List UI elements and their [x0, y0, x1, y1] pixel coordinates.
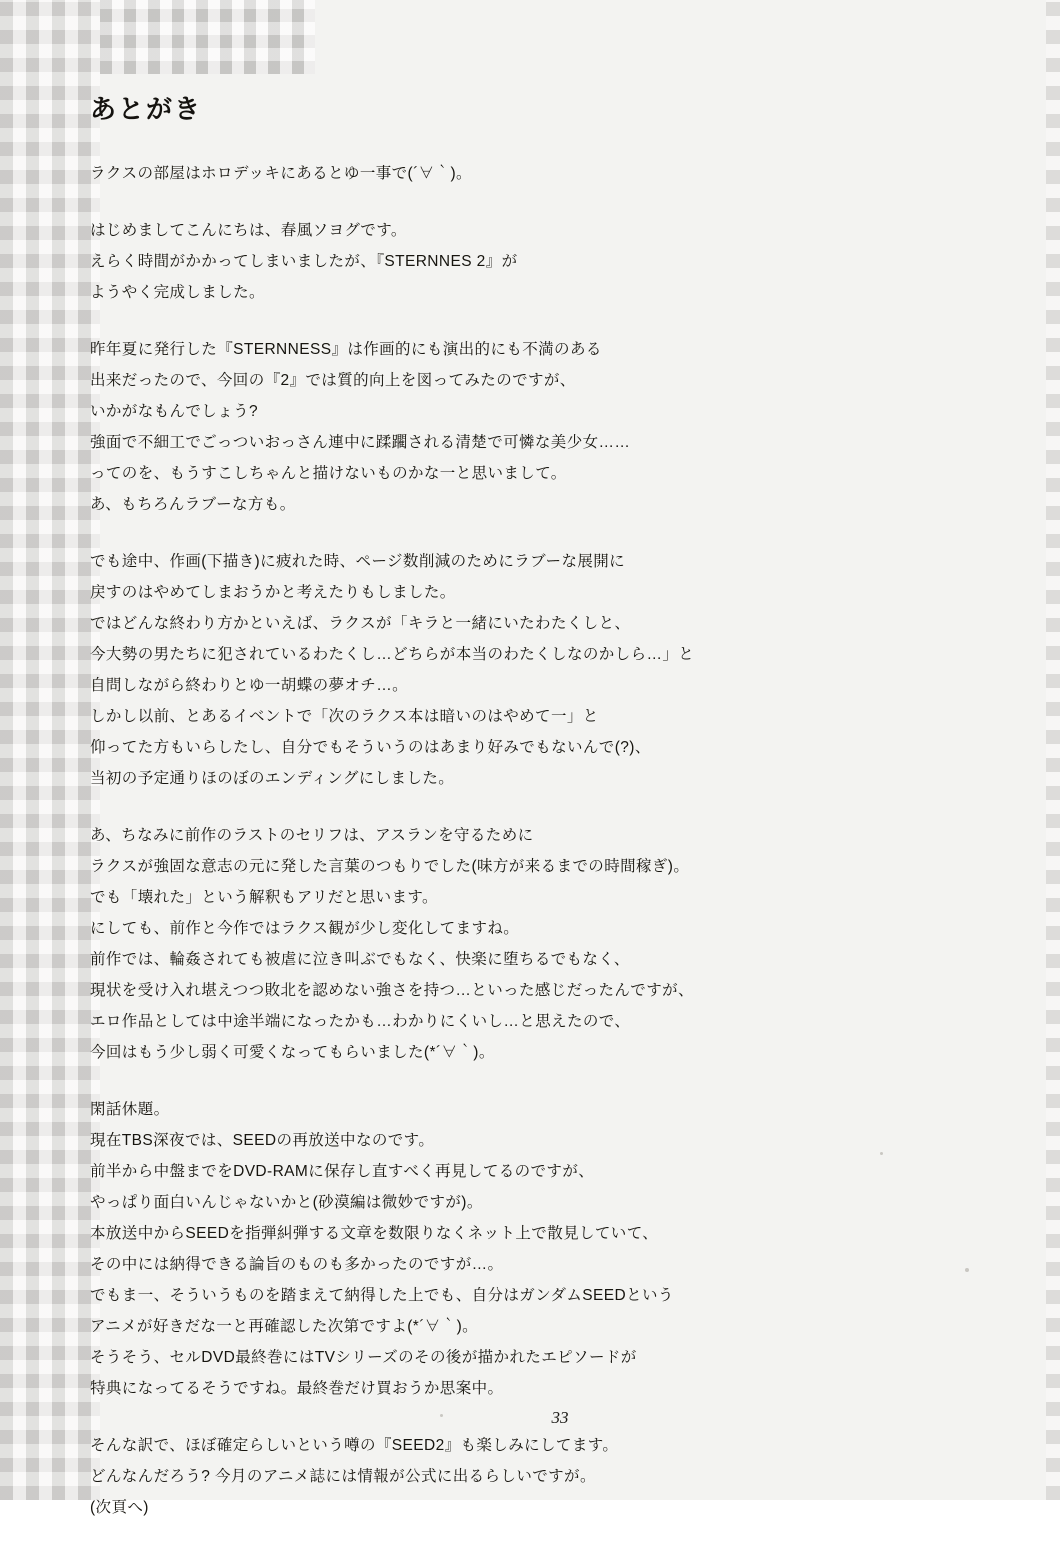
scan-speck [965, 1268, 969, 1272]
text-line: ラクスの部屋はホロデッキにあるとゆ一事で(´∀｀)。 [90, 164, 472, 182]
text-line: 当初の予定通りほのぼのエンディングにしました。 [90, 769, 455, 787]
text-line: ではどんな終わり方かといえば、ラクスが「キラと一緒にいたわたくしと、 [90, 614, 631, 632]
text-line: (次頁へ) [90, 1498, 149, 1516]
paragraph-greeting [90, 215, 950, 308]
text-line: あ、ちなみに前作のラストのセリフは、アスランを守るために [90, 826, 534, 844]
text-line: でも途中、作画(下描き)に疲れた時、ページ数削減のためにラブーな展開に [90, 552, 626, 570]
page-title: あとがき [90, 94, 203, 124]
paragraph-previous-work [90, 334, 950, 520]
text-line: 強面で不細工でごっついおっさん連中に蹂躙される清楚で可憐な美少女…… [90, 433, 631, 451]
text-line: いかがなもんでしょう? [90, 402, 259, 420]
text-line: どんなんだろう? 今月のアニメ誌には情報が公式に出るらしいですが。 [90, 1467, 596, 1485]
text-line: 現状を受け入れ堪えつつ敗北を認めない強さを持つ…といった感じだったんですが、 [90, 981, 694, 999]
paragraph-ending-choice [90, 546, 950, 794]
page-number: 33 [551, 1408, 569, 1427]
text-line: あ、もちろんラブーな方も。 [90, 495, 296, 513]
text-line: でもま一、そういうものを踏まえて納得した上でも、自分はガンダムSEEDという [90, 1286, 674, 1304]
text-line: 今大勢の男たちに犯されているわたくし…どちらが本当のわたくしなのかしら…」と [90, 645, 695, 663]
text-line: 現在TBS深夜では、SEEDの再放送中なのです。 [90, 1131, 435, 1149]
text-line: 戻すのはやめてしまおうかと考えたりもしました。 [90, 583, 456, 601]
text-line: はじめましてこんにちは、春風ソヨグです。 [90, 221, 407, 239]
afterword-content [90, 95, 950, 1549]
text-line: 特典になってるそうですね。最終巻だけ買おうか思案中。 [90, 1379, 504, 1397]
text-line: そうそう、セルDVD最終巻にはTVシリーズのその後が描かれたエピソードが [90, 1348, 637, 1366]
text-line: でも「壊れた」という解釈もアリだと思います。 [90, 888, 438, 906]
text-line: そんな訳で、ほぼ確定らしいという噂の『SEED2』も楽しみにしてます。 [90, 1436, 619, 1454]
text-line: ラクスが強固な意志の元に発した言葉のつもりでした(味方が来るまでの時間稼ぎ)。 [90, 857, 690, 875]
text-line: アニメが好きだな一と再確認した次第ですよ(*´∀｀)。 [90, 1317, 479, 1335]
text-line: 昨年夏に発行した『STERNNESS』は作画的にも演出的にも不満のある [90, 340, 602, 358]
text-line: 閑話休題。 [90, 1100, 170, 1118]
paragraph-seed2-anticipation [90, 1430, 950, 1523]
text-line: 自問しながら終わりとゆ一胡蝶の夢オチ…。 [90, 676, 409, 694]
text-line: やっぱり面白いんじゃないかと(砂漠編は微妙ですが)。 [90, 1193, 483, 1211]
text-line: エロ作品としては中途半端になったかも…わかりにくいし…と思えたので、 [90, 1012, 631, 1030]
text-line: 前作では、輪姦されても被虐に泣き叫ぶでもなく、快楽に堕ちるでもなく、 [90, 950, 630, 968]
text-line: 仰ってた方もいらしたし、自分でもそういうのはあまり好みでもないんで(?)、 [90, 738, 651, 756]
paragraph-last-line-explanation [90, 820, 950, 1068]
text-line: その中には納得できる論旨のものも多かったのですが…。 [90, 1255, 504, 1273]
text-line: 今回はもう少し弱く可愛くなってもらいました(*´∀｀)。 [90, 1043, 495, 1061]
text-line: 本放送中からSEEDを指弾糾弾する文章を数限りなくネット上で散見していて、 [90, 1224, 659, 1242]
text-line: ってのを、もうすこしちゃんと描けないものかな一と思いまして。 [90, 464, 567, 482]
text-line: えらく時間がかかってしまいましたが、『STERNNES 2』が [90, 252, 518, 270]
text-line: 出来だったので、今回の『2』では質的向上を図ってみたのですが、 [90, 371, 576, 389]
text-line: しかし以前、とあるイベントで「次のラクス本は暗いのはやめて一」と [90, 707, 599, 725]
page-body [60, 0, 1060, 1516]
text-line: 前半から中盤までをDVD-RAMに保存し直すべく再見してるのですが、 [90, 1162, 595, 1180]
paragraph-intro-note [90, 158, 950, 189]
text-line: ようやく完成しました。 [90, 283, 265, 301]
text-line: にしても、前作と今作ではラクス観が少し変化してますね。 [90, 919, 520, 937]
paragraph-seed-rerun [90, 1094, 950, 1404]
